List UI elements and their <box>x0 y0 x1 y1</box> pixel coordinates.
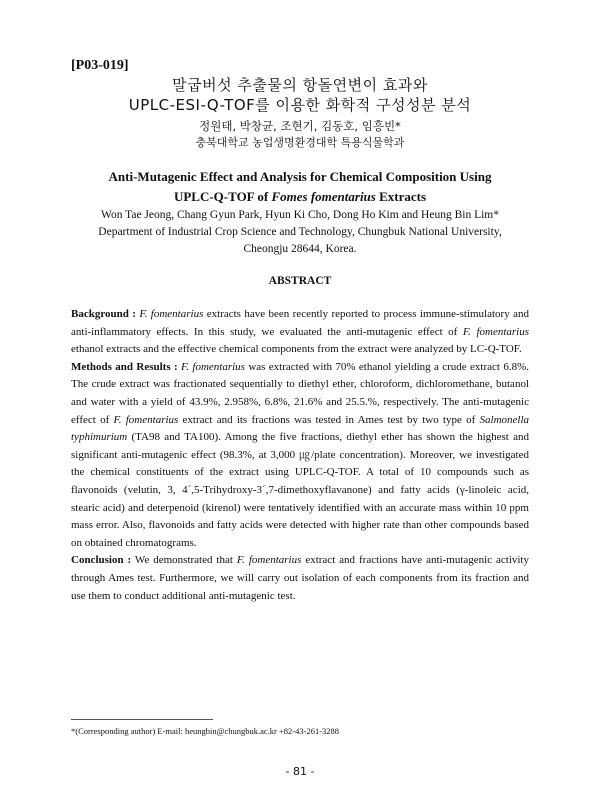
korean-title-line-2: UPLC-ESI-Q-TOF를 이용한 화학적 구성성분 분석 <box>128 96 472 114</box>
background-text: extracts have been recently reported to process immune-stimulatory and anti-inflammatory effects. In this study, we evaluated the anti-mutagenic effect of <box>71 308 529 338</box>
species-name: F. fomentarius <box>139 308 204 320</box>
footnote-divider <box>71 719 213 720</box>
species-name: F. fomentarius <box>113 413 179 426</box>
species-name: F. fomentarius <box>181 360 245 373</box>
footnote: *(Corresponding author) E-mail: heungbin@chungbuk.ac.kr +82-43-261-3288 <box>71 726 340 736</box>
korean-title-line-1: 말굽버섯 추출물의 항돌연변이 효과와 <box>172 76 428 94</box>
korean-affiliation: 충북대학교 농업생명환경대학 특용식물학과 <box>195 136 405 149</box>
conclusion-label: Conclusion : <box>71 554 132 567</box>
species-name: F. fomentarius <box>462 325 529 338</box>
methods-paragraph <box>71 359 529 553</box>
background-paragraph <box>71 306 529 359</box>
english-title-part-b: Extracts <box>375 189 427 204</box>
english-authors: Won Tae Jeong, Chang Gyun Park, Hyun Ki Cho, Dong Ho Kim and Heung Bin Lim* <box>101 209 499 221</box>
korean-authors: 정원태, 박창균, 조현기, 김동호, 임흥빈* <box>199 119 401 133</box>
methods-text: (TA98 and TA100). Among the five fractions, diethyl ether has shown the highest and significant anti-mutagenic effect (98.3%, at 3,000 ㎍/plate concentration). Moreover, we investigated the chemical constituents of the extract using UPLC-Q-TOF. A total of 10 compounds such as flavonoids (velutin, 3, 4´,5-Trihydroxy-3´,7-dimethoxyflavanone) and fatty acids (γ-linoleic acid, stearic acid) and deterpenoid (kirenol) were tentatively identified with an accurate mass within 10 ppm mass error. Also, flavonoids and fatty acids were detected with higher rate than other compounds based on obtained chromatograms. <box>71 431 529 549</box>
conclusion-paragraph <box>71 552 529 605</box>
english-title-part-a: UPLC-Q-TOF of <box>173 189 272 204</box>
abstract-body <box>71 306 529 605</box>
english-department: Department of Industrial Crop Science and Technology, Chungbuk National University, <box>98 226 502 238</box>
english-title-species: Fomes fomentarius <box>271 189 376 204</box>
page-number: - 81 - <box>285 765 315 778</box>
methods-text: extract and its fractions was tested in Ames test by two type of <box>178 413 480 426</box>
abstract-heading: ABSTRACT <box>268 275 332 287</box>
poster-code: [P03-019] <box>71 58 129 73</box>
english-title-line-1: Anti-Mutagenic Effect and Analysis for Chemical Composition Using <box>108 169 492 184</box>
english-city: Cheongju 28644, Korea. <box>243 243 357 255</box>
english-title-line-2 <box>0 189 600 205</box>
species-name: F. fomentarius <box>236 554 302 567</box>
conclusion-text: extract and fractions have anti-mutagenic activity through Ames test. Furthermore, we will carry out isolation of each components from its fraction and use them to conduct additional anti-mutagenic test. <box>71 554 529 602</box>
background-text: ethanol extracts and the effective chemical components from the extract were analyzed by LC-Q-TOF. <box>71 343 522 356</box>
organism-name: Salmonella typhimurium <box>71 413 530 444</box>
conclusion-text: We demonstrated that <box>131 554 237 567</box>
methods-label: Methods and Results : <box>71 360 178 373</box>
background-label: Background : <box>71 308 136 320</box>
methods-text: was extracted with 70% ethanol yielding a crude extract 6.8%. The crude extract was fractionated sequentially to diethyl ether, chloroform, dichloromethane, butanol and water with a yield of 43.9%, 2.958%, 6.8%, 21.6% and 25.5.%, respectively. The anti-mutagenic effect of <box>71 360 529 426</box>
